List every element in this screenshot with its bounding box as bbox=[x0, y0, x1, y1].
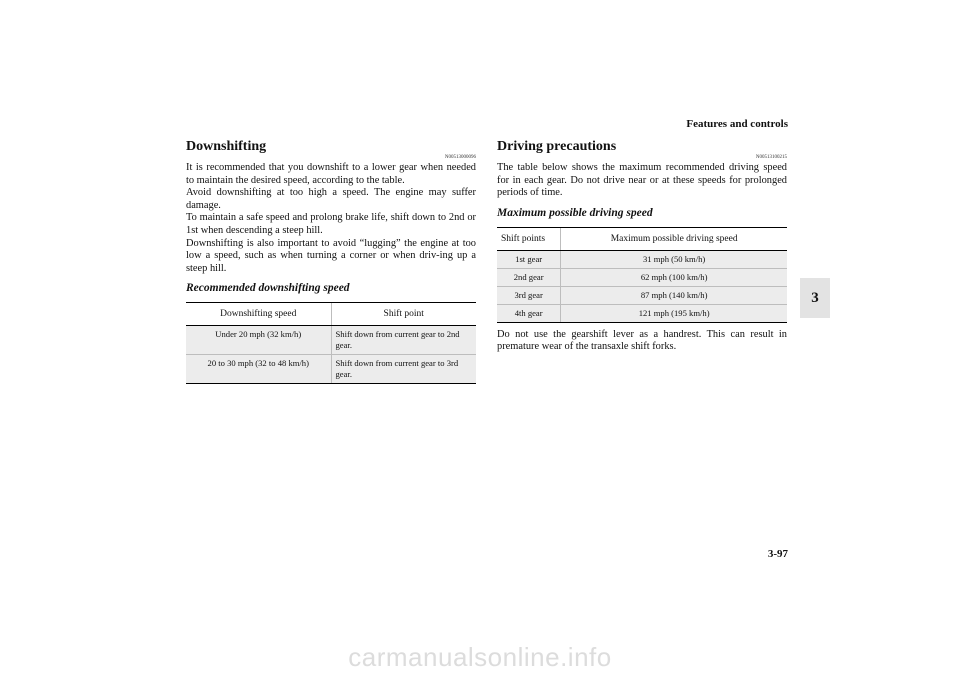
table-row bbox=[186, 326, 476, 355]
section-heading-row bbox=[497, 138, 787, 162]
chapter-tab: 3 bbox=[800, 278, 830, 318]
table-cell: 4th gear bbox=[497, 304, 561, 322]
paragraph: Downshifting is also important to avoid “lugging” the engine at too low a speed, such as when turning a corner or when driv-ing up a steep hill. bbox=[186, 237, 476, 274]
section-heading-row bbox=[186, 138, 476, 162]
table-cell: 2nd gear bbox=[497, 268, 561, 286]
left-column bbox=[186, 138, 476, 384]
downshifting-table bbox=[186, 302, 476, 384]
subheading-recommended-downshifting-speed: Recommended downshifting speed bbox=[186, 282, 350, 295]
column-header: Maximum possible driving speed bbox=[561, 227, 787, 250]
section-code: N00513100215 bbox=[755, 155, 787, 160]
paragraph: Do not use the gearshift lever as a handrest. This can result in premature wear of the transaxle shift forks. bbox=[497, 328, 787, 353]
subheading-maximum-possible-driving-speed: Maximum possible driving speed bbox=[497, 206, 653, 219]
column-header: Downshifting speed bbox=[186, 303, 331, 326]
right-column bbox=[497, 138, 787, 354]
section-code: N00513000096 bbox=[444, 155, 476, 160]
table-cell: Shift down from current gear to 3rd gear. bbox=[331, 355, 476, 384]
paragraph: The table below shows the maximum recommended driving speed for in each gear. Do not drive near or at these speeds for prolonged periods of time. bbox=[497, 162, 787, 199]
paragraph: Avoid downshifting at too high a speed. The engine may suffer damage. bbox=[186, 187, 476, 211]
watermark-link[interactable]: carmanualsonline.info bbox=[348, 642, 612, 672]
table-cell: 121 mph (195 km/h) bbox=[561, 304, 787, 322]
table-row bbox=[497, 304, 787, 322]
table-cell: Under 20 mph (32 km/h) bbox=[186, 326, 331, 355]
paragraph: It is recommended that you downshift to a lower gear when needed to maintain the desired speed, according to the table. bbox=[186, 162, 476, 186]
page-number: 3-97 bbox=[767, 548, 788, 560]
column-header: Shift point bbox=[331, 303, 476, 326]
table-cell: 20 to 30 mph (32 to 48 km/h) bbox=[186, 355, 331, 384]
table-cell: 1st gear bbox=[497, 250, 561, 268]
paragraph: To maintain a safe speed and prolong brake life, shift down to 2nd or 1st when descending a steep hill. bbox=[186, 212, 476, 236]
table-cell: 62 mph (100 km/h) bbox=[561, 268, 787, 286]
table-row bbox=[497, 250, 787, 268]
section-heading-driving-precautions: Driving precautions bbox=[497, 139, 617, 154]
table-row bbox=[186, 355, 476, 384]
table-row bbox=[497, 286, 787, 304]
table-cell: 87 mph (140 km/h) bbox=[561, 286, 787, 304]
table-header-row bbox=[186, 303, 476, 326]
section-heading-downshifting: Downshifting bbox=[186, 139, 267, 154]
running-header-title: Features and controls bbox=[686, 118, 788, 130]
table-header-row bbox=[497, 227, 787, 250]
table-row bbox=[497, 268, 787, 286]
table-cell: 3rd gear bbox=[497, 286, 561, 304]
table-cell: Shift down from current gear to 2nd gear. bbox=[331, 326, 476, 355]
column-header: Shift points bbox=[497, 227, 561, 250]
driving-speed-table bbox=[497, 227, 787, 323]
table-cell: 31 mph (50 km/h) bbox=[561, 250, 787, 268]
